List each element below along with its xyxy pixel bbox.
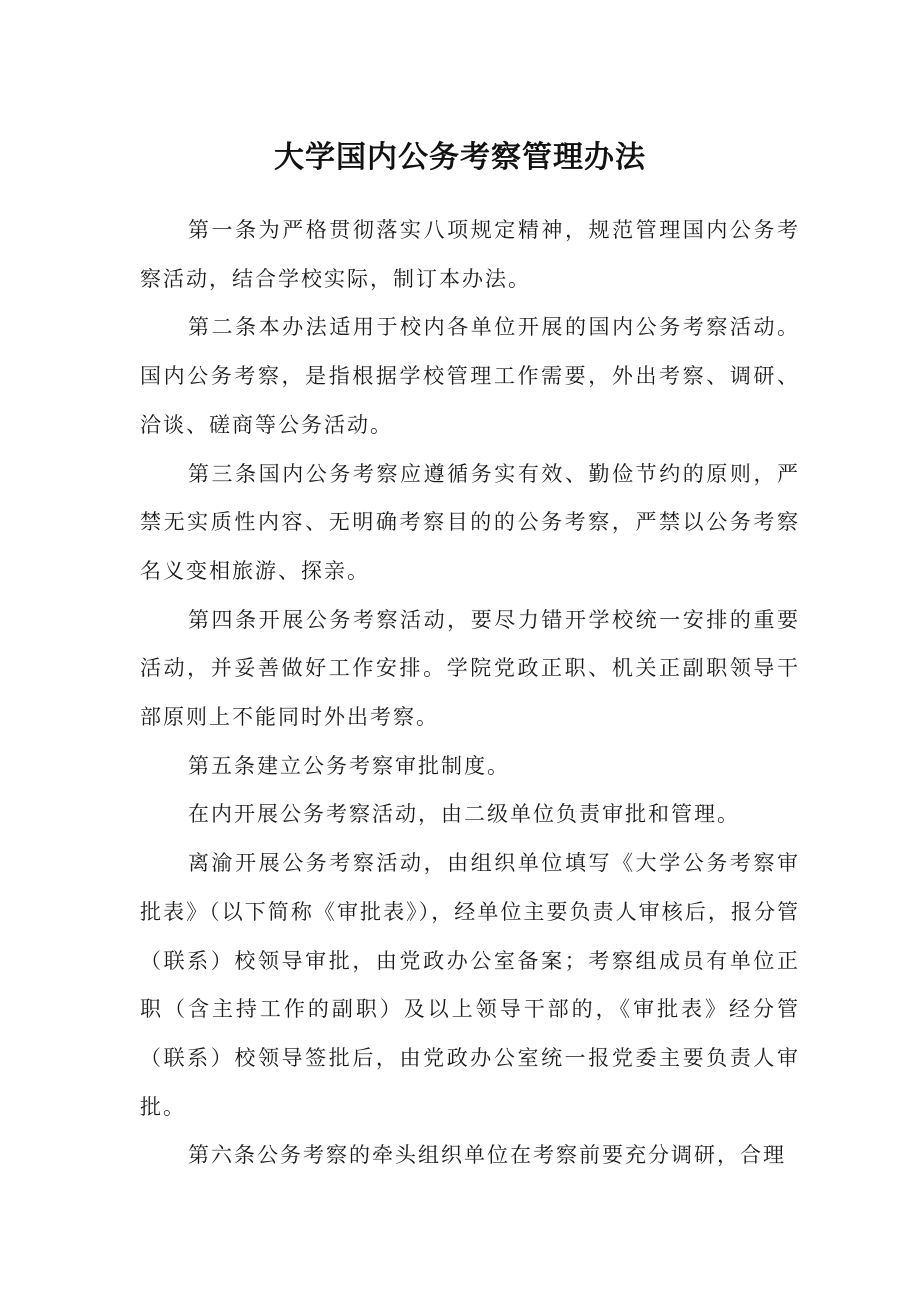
paragraph-article-5: 第五条建立公务考察审批制度。 [188, 753, 510, 778]
paragraph-out-of-city-approval: 离渝开展公务考察活动，由组织单位填写《大学公务考察审批表》（以下简称《审批表》），经单位主要负责人审核后，报分管（联系）校领导审批，由党政办公室备案；考察组成员有单位正职（含主持工作的副职）及以上领导干部的，《审批表》经分管（联系）校领导签批后，由党政办公室统一报党委主要负责人审批。 [140, 851, 800, 1119]
paragraph-article-2: 第二条本办法适用于校内各单位开展的国内公务考察活动。国内公务考察，是指根据学校管理工作需要，外出考察、调研、洽谈、磋商等公务活动。 [140, 315, 800, 437]
paragraph-article-6: 第六条公务考察的牵头组织单位在考察前要充分调研，合理 [188, 1143, 786, 1168]
paragraph-article-3: 第三条国内公务考察应遵循务实有效、勤俭节约的原则，严禁无实质性内容、无明确考察目的的公务考察，严禁以公务考察名义变相旅游、探亲。 [140, 461, 800, 583]
document-body [140, 206, 800, 1180]
document-title: 大学国内公务考察管理办法 [274, 140, 646, 175]
paragraph-article-4: 第四条开展公务考察活动，要尽力错开学校统一安排的重要活动，并妥善做好工作安排。学院党政正职、机关正副职领导干部原则上不能同时外出考察。 [140, 607, 800, 730]
paragraph-local-approval: 在内开展公务考察活动，由二级单位负责审批和管理。 [188, 802, 740, 827]
paragraph-article-1: 第一条为严格贯彻落实八项规定精神，规范管理国内公务考察活动，结合学校实际，制订本办法。 [140, 218, 800, 291]
